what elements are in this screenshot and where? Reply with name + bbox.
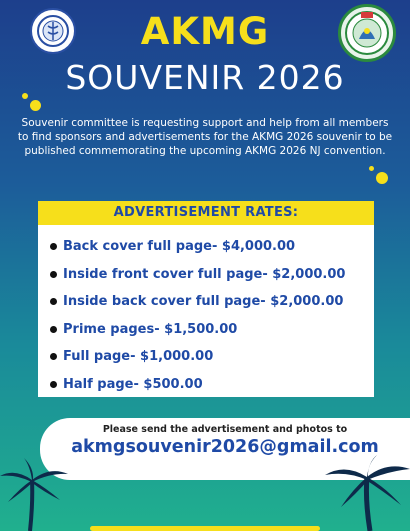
rate-item (50, 343, 374, 371)
rate-label: Inside back cover full page- $2,000.00 (63, 294, 344, 310)
poster-title: AKMG (140, 10, 270, 53)
rate-label: Half page- $500.00 (63, 376, 203, 392)
rate-label: Inside front cover full page- $2,000.00 (63, 266, 346, 282)
rates-heading: ADVERTISEMENT RATES: (38, 201, 374, 225)
rate-label: Prime pages- $1,500.00 (63, 321, 238, 337)
bullet-icon (50, 243, 57, 250)
intro-text: Souvenir committee is requesting support and help from all members to find sponsors and advertisements for the AKMG 2026 souvenir to be published commemorating the upcoming AKMG 2026 NJ convention. (17, 117, 393, 157)
palm-tree-icon (0, 458, 70, 531)
contact-label: Please send the advertisement and photos to (102, 424, 348, 435)
bullet-icon (50, 326, 57, 333)
decor-dot (30, 100, 41, 111)
palm-tree-icon (325, 455, 410, 531)
rate-item (50, 288, 374, 316)
decor-dot (369, 166, 374, 171)
rate-item (50, 371, 374, 399)
bottom-accent-bar (90, 526, 320, 531)
contact-email-link[interactable]: akmgsouvenir2026@gmail.com (71, 437, 379, 457)
rate-item (50, 316, 374, 344)
poster-subtitle: SOUVENIR 2026 (65, 58, 345, 97)
bullet-icon (50, 298, 57, 305)
rate-label: Back cover full page- $4,000.00 (63, 239, 296, 255)
rate-item (50, 261, 374, 289)
decor-dot (22, 93, 28, 99)
bullet-icon (50, 353, 57, 360)
bullet-icon (50, 381, 57, 388)
bullet-icon (50, 271, 57, 278)
rate-label: Full page- $1,000.00 (63, 349, 214, 365)
rates-list (38, 225, 374, 397)
decor-dot (376, 172, 388, 184)
rate-item (50, 233, 374, 261)
